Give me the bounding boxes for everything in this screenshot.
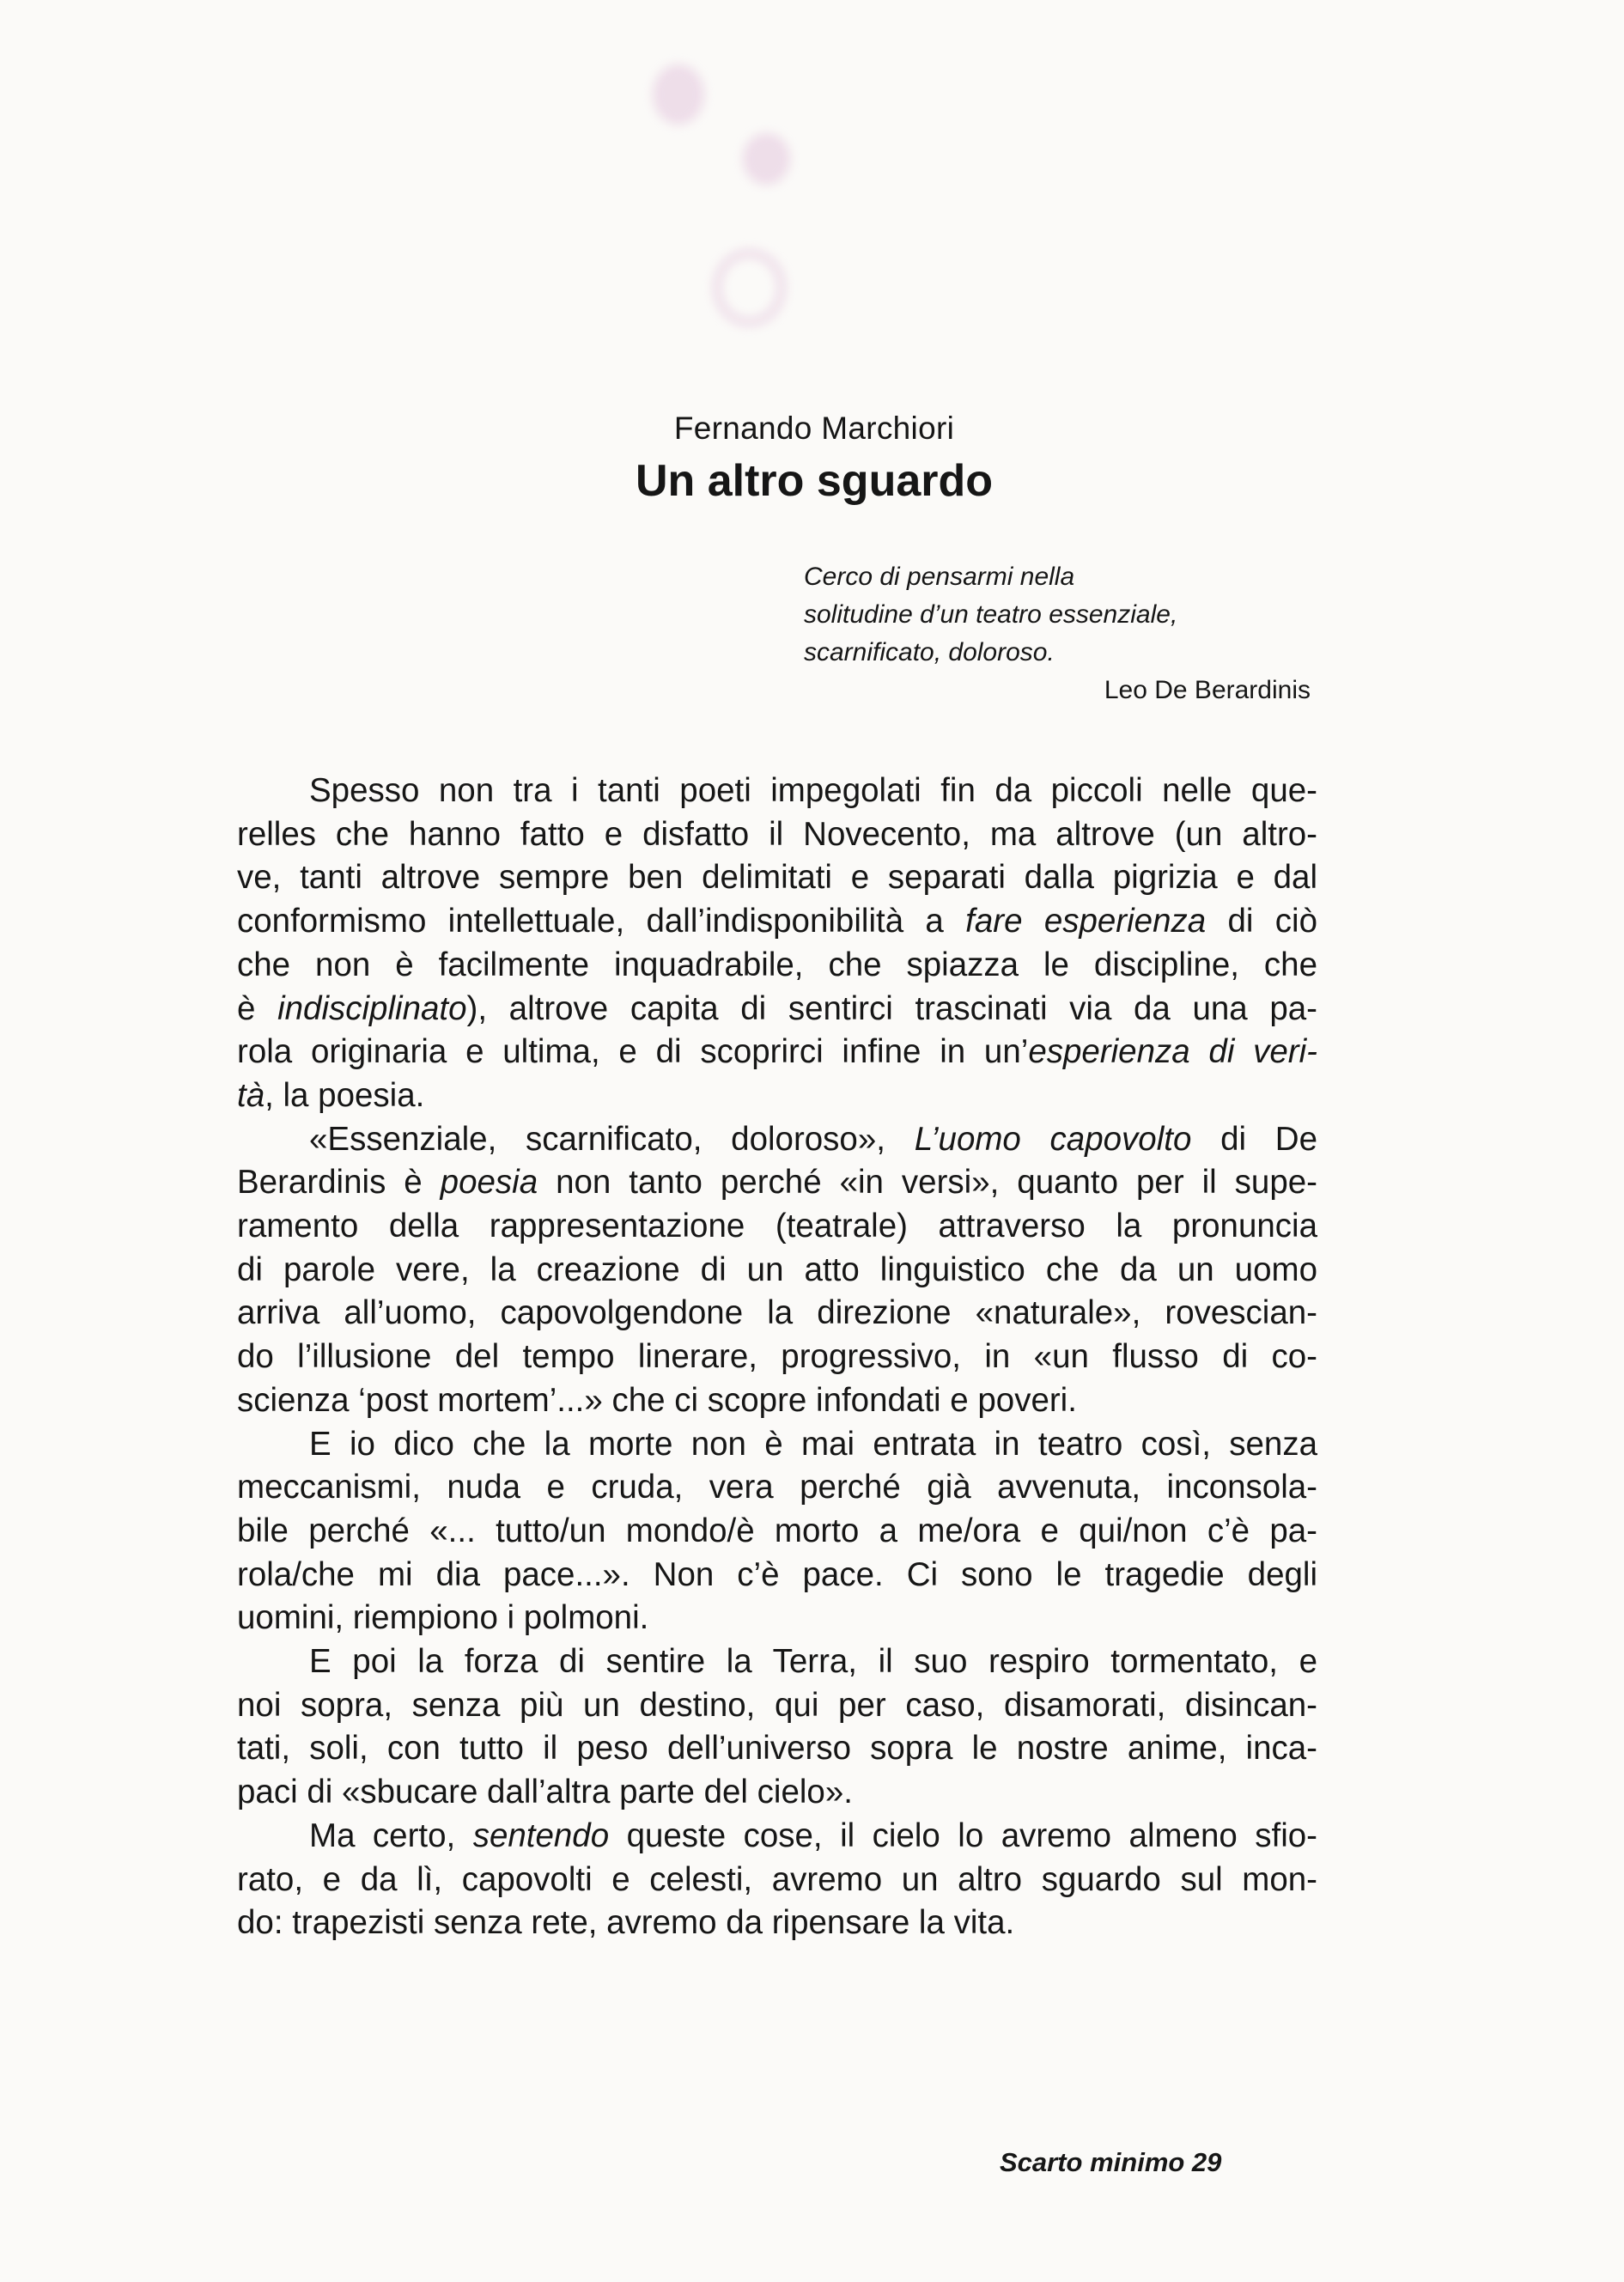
text-run: di parole vere, la creazione di un atto linguistico che da un uomo [237, 1251, 1317, 1288]
text-run: conformismo intellettuale, dall’indisponibilità a [237, 903, 966, 940]
paragraph [237, 1640, 1317, 1815]
paragraph [237, 1815, 1317, 1945]
epigraph-line: Cerco di pensarmi nella [804, 563, 1075, 591]
text-run: ve, tanti altrove sempre ben delimitati e separati dalla pigrizia e dal [237, 859, 1317, 897]
epigraph [804, 558, 1311, 709]
text-line [237, 1031, 1317, 1074]
paragraph [237, 1118, 1317, 1423]
text-run: relles che hanno fatto e disfatto il Novecento, ma altrove (un altro- [237, 815, 1317, 853]
text-run: non tanto perché «in versi», quanto per il supe- [538, 1164, 1317, 1202]
text-line [237, 1466, 1317, 1510]
text-run: paci di «sbucare dall’altra parte del cielo». [237, 1774, 853, 1811]
text-line [237, 1902, 1317, 1945]
text-line [237, 1249, 1317, 1293]
text-line [237, 1684, 1317, 1728]
text-line [237, 770, 1317, 813]
text-line [237, 1727, 1317, 1771]
text-line [237, 944, 1317, 988]
text-run: Ma certo, [309, 1816, 473, 1854]
paper-stain [653, 64, 704, 125]
text-run: tati, soli, con tutto il peso dell’universo sopra le nostre anime, inca- [237, 1730, 1317, 1768]
text-run: meccanismi, nuda e cruda, vera perché già avvenuta, inconsola- [237, 1469, 1317, 1506]
paragraph [237, 1423, 1317, 1641]
paragraph [237, 770, 1317, 1118]
text-line [237, 1379, 1317, 1423]
text-line [237, 856, 1317, 900]
italic-run: fare esperienza [965, 903, 1207, 940]
text-run: E io dico che la morte non è mai entrata in teatro così, senza [309, 1425, 1317, 1463]
article-body [237, 770, 1317, 1945]
text-run: bile perché «... tutto/un mondo/è morto a me/ora e qui/non c’è pa- [237, 1512, 1317, 1549]
paper-stain [743, 133, 790, 185]
article-title: Un altro sguardo [635, 456, 994, 506]
text-run: rato, e da lì, capovolti e celesti, avremo un altro sguardo sul mon- [237, 1860, 1317, 1898]
text-run: di De [1191, 1120, 1318, 1158]
text-line [237, 1292, 1317, 1336]
text-run: è [237, 989, 278, 1027]
italic-run: tà [237, 1076, 265, 1114]
text-run: do l’illusione del tempo linerare, progressivo, in «un flusso di co- [237, 1338, 1317, 1376]
text-line [237, 1771, 1317, 1815]
italic-run: sentendo [472, 1816, 610, 1854]
text-line [237, 900, 1317, 944]
text-line [237, 1423, 1317, 1467]
text-line [237, 1859, 1317, 1902]
text-line [237, 1554, 1317, 1597]
paper-stain [713, 249, 786, 326]
text-run: Berardinis è [237, 1164, 441, 1202]
text-run: scienza ‘post mortem’...» che ci scopre infondati e poveri. [237, 1381, 1077, 1419]
epigraph-line: scarnificato, doloroso. [804, 638, 1055, 666]
page-footer: Scarto minimo 29 [1000, 2147, 1222, 2177]
epigraph-line: solitudine d’un teatro essenziale, [804, 600, 1178, 629]
text-run: noi sopra, senza più un destino, qui per caso, disamorati, disincan- [237, 1686, 1317, 1724]
text-run: E poi la forza di sentire la Terra, il suo respiro tormentato, e [309, 1643, 1317, 1681]
text-run: ), altrove capita di sentirci trascinati via da una pa- [466, 989, 1318, 1027]
text-run: ramento della rappresentazione (teatrale) attraverso la pronuncia [237, 1208, 1317, 1245]
text-run: Spesso non tra i tanti poeti impegolati fin da piccoli nelle que- [309, 772, 1317, 809]
text-run: queste cose, il cielo lo avremo almeno sfio- [609, 1816, 1317, 1854]
text-line [237, 1205, 1317, 1249]
text-line [237, 1640, 1317, 1684]
text-line [237, 1161, 1317, 1205]
text-line [237, 988, 1317, 1031]
text-run: do: trapezisti senza rete, avremo da ripensare la vita. [237, 1904, 1015, 1942]
text-run: arriva all’uomo, capovolgendone la direzione «naturale», rovescian- [237, 1294, 1317, 1332]
italic-run: L’uomo capovolto [914, 1120, 1192, 1158]
text-line [237, 1510, 1317, 1554]
epigraph-attribution: Leo De Berardinis [1104, 676, 1311, 704]
text-line [237, 1074, 1317, 1118]
text-run: di ciò [1206, 903, 1317, 940]
text-line [237, 813, 1317, 857]
text-run: rola/che mi dia pace...». Non c’è pace. Ci sono le tragedie degli [237, 1555, 1317, 1593]
author-name: Fernando Marchiori [673, 411, 955, 446]
text-run: uomini, riempiono i polmoni. [237, 1599, 649, 1637]
italic-run: poesia [440, 1164, 538, 1202]
text-run: rola originaria e ultima, e di scoprirci infine in un’ [237, 1033, 1029, 1071]
text-line [237, 1815, 1317, 1859]
italic-run: indisciplinato [277, 989, 467, 1027]
text-line [237, 1597, 1317, 1640]
text-run: che non è facilmente inquadrabile, che spiazza le discipline, che [237, 946, 1317, 983]
text-run: «Essenziale, scarnificato, doloroso», [309, 1120, 915, 1158]
text-line [237, 1118, 1317, 1162]
text-run: , la poesia. [265, 1076, 425, 1114]
text-line [237, 1336, 1317, 1379]
italic-run: esperienza di veri- [1028, 1033, 1318, 1071]
